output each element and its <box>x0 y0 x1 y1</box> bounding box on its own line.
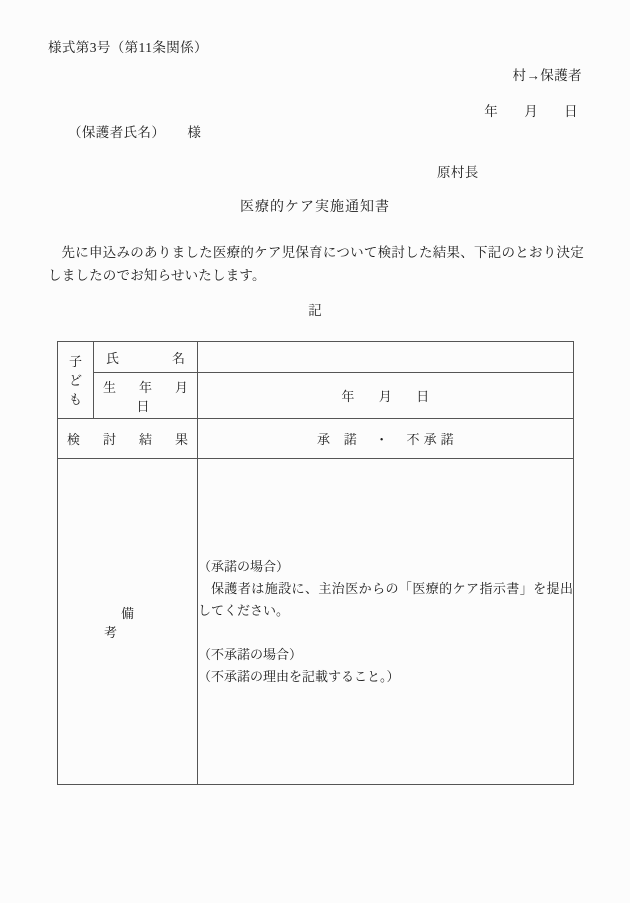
remarks-approved-text: 保護者は施設に、主治医からの「医療的ケア指示書」を提出してください。 <box>198 580 573 618</box>
remarks-rejected-heading: （不承諾の場合） <box>198 646 303 662</box>
birth-month-label: 月 <box>378 389 393 404</box>
date-month-label: 月 <box>524 104 539 119</box>
ki-marker: 記 <box>308 303 322 318</box>
row-label-name: 氏 名 <box>94 342 198 373</box>
row-label-birthdate: 生 年 月 日 <box>94 373 198 419</box>
row-value-result[interactable] <box>198 419 574 459</box>
result-option-approve[interactable]: 承 諾 <box>316 432 358 447</box>
remarks-spacer <box>198 622 573 644</box>
body-paragraph: 先に申込みのありました医療的ケア児保育について検討した結果、下記のとおり決定しましたのでお知らせいたします。 <box>48 245 584 283</box>
child-group-char-3: も <box>68 391 82 407</box>
birth-year-label: 年 <box>341 389 355 404</box>
table-row-birthdate <box>58 373 574 419</box>
issue-date-line <box>484 100 578 120</box>
row-label-remarks: 備 考 <box>58 459 198 785</box>
table-row-remarks <box>58 459 574 785</box>
addressee-line <box>68 121 201 141</box>
addressee-name: （保護者氏名） <box>68 125 166 140</box>
child-group-char-2: ど <box>68 372 82 388</box>
remarks-approved-heading: （承諾の場合） <box>198 558 290 574</box>
result-option-reject[interactable]: 不 承 諾 <box>406 432 455 447</box>
addressee-honorific: 様 <box>187 125 202 140</box>
remarks-rejected-text: （不承諾の理由を記載すること。） <box>198 668 400 684</box>
decision-table <box>57 341 574 785</box>
row-value-birthdate[interactable] <box>198 373 574 419</box>
form-number: 様式第3号（第11条関係） <box>48 40 208 55</box>
date-day-label: 日 <box>564 104 578 119</box>
child-group-char-1: 子 <box>68 353 82 369</box>
result-separator: ・ <box>375 432 389 447</box>
document-title: 医療的ケア実施通知書 <box>240 200 390 215</box>
date-year-label: 年 <box>484 104 499 119</box>
table-row-name <box>58 342 574 373</box>
row-value-name[interactable] <box>198 342 574 373</box>
row-value-remarks[interactable] <box>198 459 574 785</box>
row-label-result: 検 討 結 果 <box>58 419 198 459</box>
birth-day-label: 日 <box>416 389 430 404</box>
routing-note: 村→保護者 <box>512 68 582 83</box>
child-group-label <box>58 342 94 419</box>
table-row-result <box>58 419 574 459</box>
issuer-name: 原村長 <box>437 165 479 180</box>
